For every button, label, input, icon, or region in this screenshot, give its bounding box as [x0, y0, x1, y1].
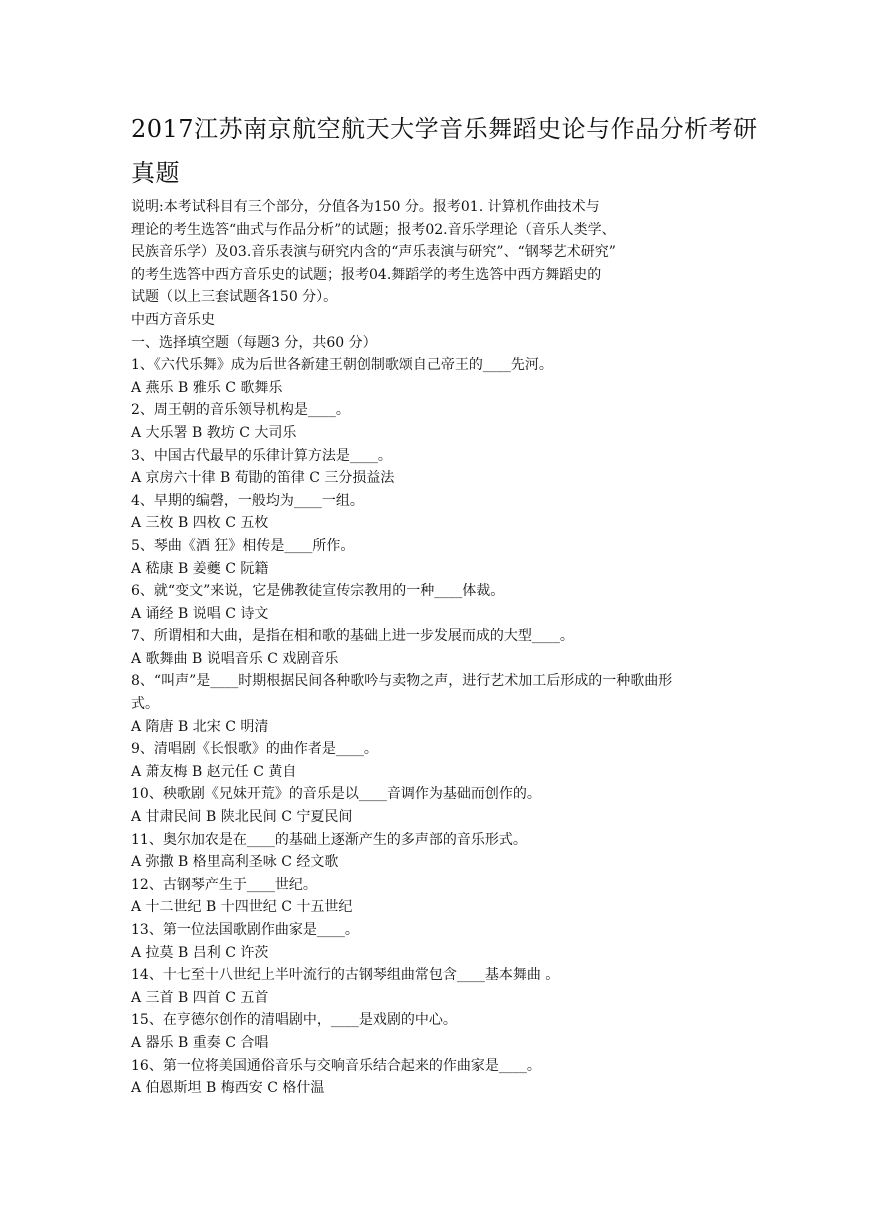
question-text: 1、《六代乐舞》成为后世各新建王朝创制歌颂自己帝王的____先河。	[131, 357, 553, 374]
question-options: A 十二世纪 B 十四世纪 C 十五世纪	[131, 899, 353, 916]
part-title: 一、选择填空题（每题3 分，共60 分）	[131, 334, 377, 351]
question-options: A 大乐署 B 教坊 C 大司乐	[131, 424, 297, 441]
section-title: 中西方音乐史	[131, 311, 215, 328]
question-options: A 京房六十律 B 荀勖的笛律 C 三分损益法	[131, 470, 395, 487]
intro-line: 民族音乐学）及03.音乐表演与研究内含的“声乐表演与研究”、“钢琴艺术研究”	[131, 244, 616, 261]
question-options: A 歌舞曲 B 说唱音乐 C 戏剧音乐	[131, 650, 339, 667]
document-title-line-2: 真题	[131, 159, 180, 187]
document-title-line-1: 2017江苏南京航空航天大学音乐舞蹈史论与作品分析考研	[131, 115, 758, 143]
question-text: 15、在亨德尔创作的清唱剧中，____是戏剧的中心。	[131, 1012, 457, 1029]
question-list	[131, 354, 771, 1100]
question-options: A 三首 B 四首 C 五首	[131, 989, 269, 1006]
intro-line: 理论的考生选答“曲式与作品分析”的试题；报考02.音乐学理论（音乐人类学、	[131, 221, 616, 238]
question-options: A 隋唐 B 北宋 C 明清	[131, 718, 269, 735]
question-options: A 燕乐 B 雅乐 C 歌舞乐	[131, 379, 283, 396]
question-text: 2、周王朝的音乐领导机构是____。	[131, 402, 350, 419]
question-options: A 拉莫 B 吕利 C 许茨	[131, 944, 269, 961]
question-options: A 弥撒 B 格里高利圣咏 C 经文歌	[131, 854, 339, 871]
question-options: A 器乐 B 重奏 C 合唱	[131, 1034, 269, 1051]
intro-line: 的考生选答中西方音乐史的试题；报考04.舞蹈学的考生选答中西方舞蹈史的	[131, 266, 602, 283]
document-body	[131, 196, 771, 1100]
intro-line: 试题（以上三套试题各150 分）。	[131, 289, 338, 306]
question-text: 14、十七至十八世纪上半叶流行的古钢琴组曲常包含____基本舞曲 。	[131, 967, 560, 984]
question-options: A 伯恩斯坦 B 梅西安 C 格什温	[131, 1080, 325, 1097]
question-options: A 嵇康 B 姜夔 C 阮籍	[131, 560, 269, 577]
question-options: A 萧友梅 B 赵元任 C 黄自	[131, 763, 297, 780]
question-options: A 三枚 B 四枚 C 五枚	[131, 515, 269, 532]
question-text: 3、中国古代最早的乐律计算方法是____。	[131, 447, 392, 464]
question-text: 7、所谓相和大曲，是指在相和歌的基础上进一步发展而成的大型____。	[131, 628, 574, 645]
question-text: 16、第一位将美国通俗音乐与交响音乐结合起来的作曲家是____。	[131, 1057, 541, 1074]
question-text: 5、琴曲《酒 狂》相传是____所作。	[131, 537, 355, 554]
question-text-continued: 式。	[131, 696, 159, 713]
question-options: A 甘肃民间 B 陕北民间 C 宁夏民间	[131, 809, 353, 826]
question-text: 8、“叫声”是____时期根据民间各种歌吟与卖物之声，进行艺术加工后形成的一种歌曲形	[131, 673, 673, 690]
question-text: 12、古钢琴产生于____世纪。	[131, 876, 317, 893]
question-text: 10、秧歌剧《兄妹开荒》的音乐是以____音调作为基础而创作的。	[131, 786, 541, 803]
question-text: 6、就“变文”来说，它是佛教徒宣传宗教用的一种____体裁。	[131, 583, 505, 600]
intro-line: 说明:本考试科目有三个部分，分值各为150 分。报考01. 计算机作曲技术与	[131, 199, 600, 215]
question-text: 11、奥尔加农是在____的基础上逐渐产生的多声部的音乐形式。	[131, 831, 527, 848]
question-text: 4、早期的编磬，一般均为____一组。	[131, 492, 364, 509]
question-text: 13、第一位法国歌剧作曲家是____。	[131, 922, 359, 938]
question-options: A 诵经 B 说唱 C 诗文	[131, 605, 269, 622]
question-text: 9、清唱剧《长恨歌》的曲作者是____。	[131, 741, 378, 758]
